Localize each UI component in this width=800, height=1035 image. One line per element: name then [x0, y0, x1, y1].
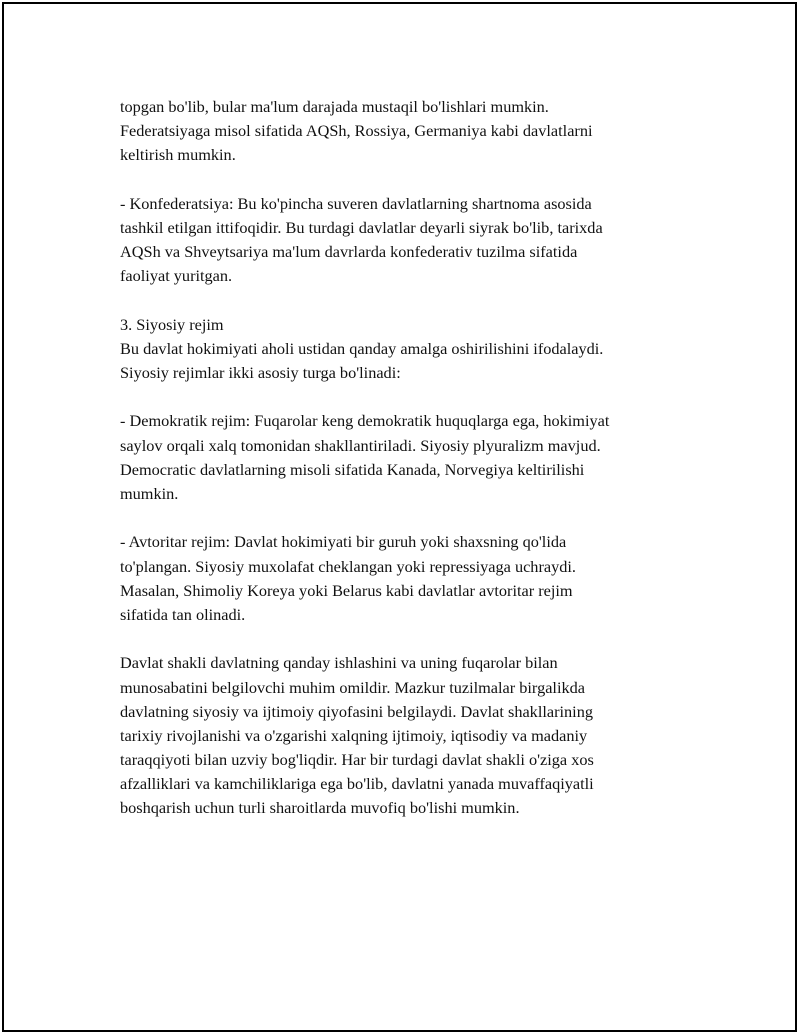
text-line: sifatida tan olinadi.	[120, 604, 246, 624]
text-line: to'plangan. Siyosiy muxolafat cheklangan yoki repressiyaga uchraydi.	[120, 556, 576, 576]
text-line: topgan bo'lib, bular ma'lum darajada mustaqil bo'lishlari mumkin.	[120, 97, 549, 116]
text-line: afzalliklari va kamchiliklariga ega bo'lib, davlatni yanada muvaffaqiyatli	[120, 774, 594, 794]
text-line: Masalan, Shimoliy Koreya yoki Belarus kabi davlatlar avtoritar rejim	[120, 580, 573, 600]
section-heading: 3. Siyosiy rejim	[120, 314, 224, 334]
text-line: tarixiy rivojlanishi va o'zgarishi xalqning ijtimoiy, iqtisodiy va madaniy	[120, 725, 588, 745]
document-page	[2, 2, 797, 1032]
text-line: Federatsiyaga misol sifatida AQSh, Rossiya, Germaniya kabi davlatlarni	[120, 121, 593, 141]
text-line: Siyosiy rejimlar ikki asosiy turga bo'linadi:	[120, 363, 401, 383]
text-line: tashkil etilgan ittifoqidir. Bu turdagi davlatlar deyarli siyrak bo'lib, tarixda	[120, 217, 603, 237]
text-line: taraqqiyoti bilan uzviy bog'liqdir. Har bir turdagi davlat shakli o'ziga xos	[120, 750, 594, 770]
text-line: mumkin.	[120, 484, 179, 503]
text-line: Bu davlat hokimiyati aholi ustidan qanday amalga oshirilishini ifodalaydi.	[120, 338, 604, 358]
paragraph-conclusion	[120, 651, 700, 820]
document-body	[120, 95, 700, 845]
text-line: - Demokratik rejim: Fuqarolar keng demokratik huquqlarga ega, hokimiyat	[120, 411, 610, 431]
text-line: - Konfederatsiya: Bu ko'pincha suveren davlatlarning shartnoma asosida	[120, 193, 592, 213]
text-line: boshqarish uchun turli sharoitlarda muvofiq bo'lishi mumkin.	[120, 798, 520, 818]
paragraph-democratic-regime	[120, 409, 700, 506]
text-line: AQSh va Shveytsariya ma'lum davrlarda konfederativ tuzilma sifatida	[120, 242, 578, 262]
paragraph-federation-continued	[120, 95, 700, 168]
text-line: keltirish mumkin.	[120, 145, 236, 165]
text-line: - Avtoritar rejim: Davlat hokimiyati bir guruh yoki shaxsning qo'lida	[120, 532, 567, 552]
text-line: Democratic davlatlarning misoli sifatida Kanada, Norvegiya keltirilishi	[120, 459, 585, 479]
paragraph-political-regime	[120, 313, 700, 386]
text-line: Davlat shakli davlatning qanday ishlashini va uning fuqarolar bilan	[120, 653, 558, 673]
text-line: saylov orqali xalq tomonidan shakllantiriladi. Siyosiy plyuralizm mavjud.	[120, 435, 601, 455]
text-line: faoliyat yuritgan.	[120, 266, 233, 286]
text-line: davlatning siyosiy va ijtimoiy qiyofasini belgilaydi. Davlat shakllarining	[120, 701, 593, 721]
text-line: munosabatini belgilovchi muhim omildir. Mazkur tuzilmalar birgalikda	[120, 677, 585, 697]
paragraph-confederation	[120, 192, 700, 289]
paragraph-authoritarian-regime	[120, 530, 700, 627]
